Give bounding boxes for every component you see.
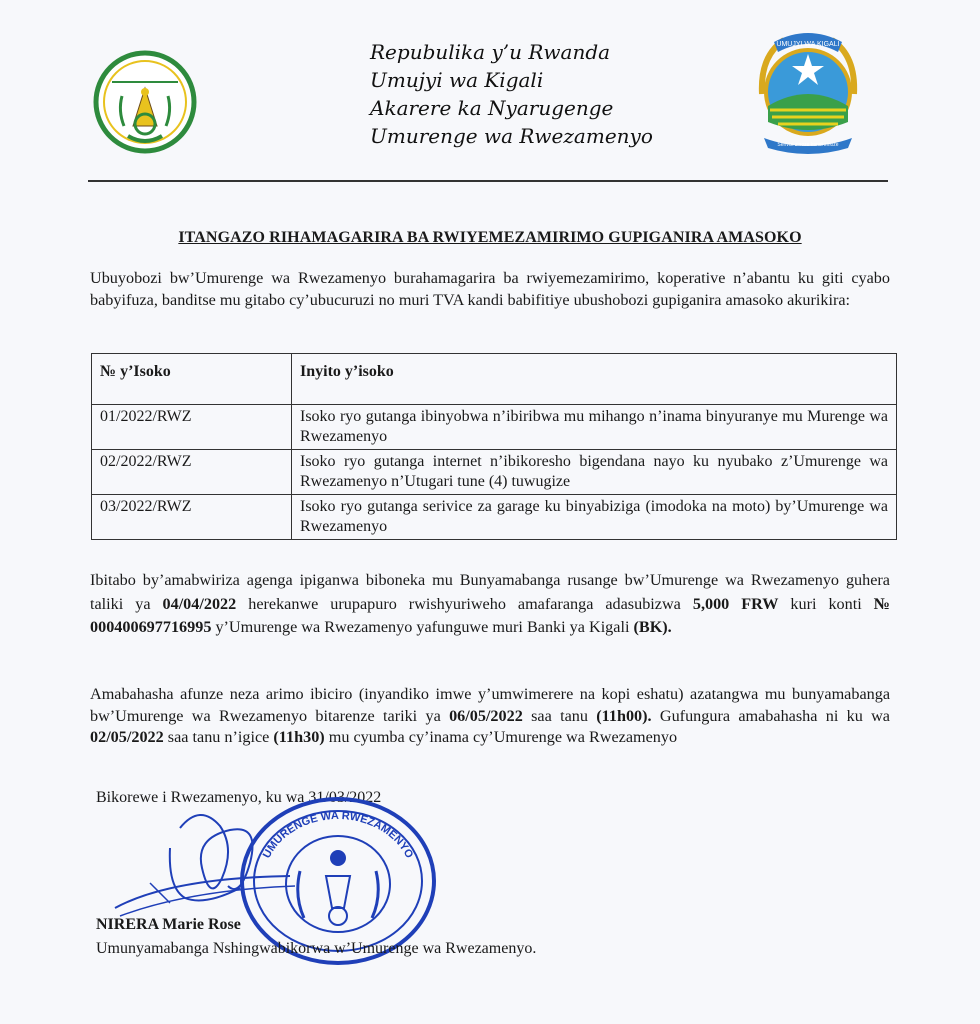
rwanda-national-seal-logo [92,46,198,158]
tender-number: 02/2022/RWZ [92,450,292,495]
column-header-description: Inyito y’isoko [292,354,897,405]
opening-time: (11h30) [273,728,325,746]
header-line-district: Akarere ka Nyarugenge [370,96,614,120]
text-span: Amabahasha afunze neza arimo ibiciro (inyandiko imwe y’umwimerere na kopi eshatu) azatangwa mu bunyamabanga bw’Umurenge wa Rwezamenyo bitarenze tariki ya [90,685,890,725]
table-row [92,450,897,495]
bank-account-number: № 000400697716995 [90,594,890,636]
kigali-city-logo [744,26,872,156]
column-header-number: № y’Isoko [92,354,292,405]
header-address-block [370,38,700,150]
text-span: saa tanu n’igice [163,728,274,746]
bidding-documents-paragraph [90,569,890,640]
tenders-table [91,353,897,540]
submission-deadline-date: 06/05/2022 [449,706,523,725]
tender-number: 01/2022/RWZ [92,405,292,450]
tender-description: Isoko ryo gutanga internet n’ibikoresho bigendana nayo ku nyubako z’Umurenge wa Rwezamenyo n’Utugari tune (4) tuwugize [292,450,897,495]
bank-name: (BK). [633,618,672,636]
header-line-country: Repubulika y’u Rwanda [370,40,611,64]
document-title: ITANGAZO RIHAMAGARIRA BA RWIYEMEZAMIRIMO GUPIGANIRA AMASOKO [178,229,802,246]
kigali-logo-motto: Serivisi zinoze kandi zinoze [777,142,839,148]
tender-number: 03/2022/RWZ [92,495,292,540]
text-span: mu cyumba cy’inama cy’Umurenge wa Rwezamenyo [324,728,678,746]
header-divider [88,180,888,182]
kigali-logo-banner-text: UMUJYI WA KIGALI [776,41,840,48]
intro-paragraph: Ubuyobozi bw’Umurenge wa Rwezamenyo burahamagarira ba rwiyemezamirimo, koperative n’abantu ku giti cyabo babyifuza, banditse mu gitabo cy’ubucuruzi no muri TVA kandi babifitiye ubushobozi gupiganira amasoko akurikira: [90,269,890,309]
opening-date: 02/05/2022 [90,728,164,746]
table-header-row [92,354,897,405]
fee-amount: 5,000 FRW [692,594,779,613]
signatory-title: Umunyamabanga Nshingwabikorwa w’Umurenge wa Rwezamenyo. [96,940,537,957]
text-span: saa tanu [522,706,597,725]
header-line-sector: Umurenge wa Rwezamenyo [370,124,653,148]
text-span: herekanwe urupapuro rwishyuriweho amafaranga adasubizwa [236,594,693,613]
place-and-date: Bikorewe i Rwezamenyo, ku wa 31/03/2022 [96,789,382,806]
table-row [92,405,897,450]
documents-available-date: 04/04/2022 [162,594,237,613]
text-span: Gufungura amabahasha ni ku wa [651,706,890,725]
text-span: kuri konti [778,594,874,613]
text-span: y’Umurenge wa Rwezamenyo yafunguwe muri Banki ya Kigali [211,618,634,636]
table-row [92,495,897,540]
text-span: Ibitabo by’amabwiriza agenga ipiganwa biboneka mu Bunyamabanga rusange bw’Umurenge wa Rwezamenyo guhera taliki ya [90,571,890,613]
submission-deadline-time: (11h00). [596,706,652,725]
submission-paragraph [90,684,890,749]
tender-description: Isoko ryo gutanga serivice za garage ku binyabiziga (imodoka na moto) by’Umurenge wa Rwezamenyo [292,495,897,540]
header-line-city: Umujyi wa Kigali [370,68,544,92]
tender-description: Isoko ryo gutanga ibinyobwa n’ibiribwa mu mihango n’inama binyuranye mu Murenge wa Rwezamenyo [292,405,897,450]
stamp-text: UMURENGE WA RWEZAMENYO [260,809,416,861]
signatory-name: NIRERA Marie Rose [96,916,241,933]
